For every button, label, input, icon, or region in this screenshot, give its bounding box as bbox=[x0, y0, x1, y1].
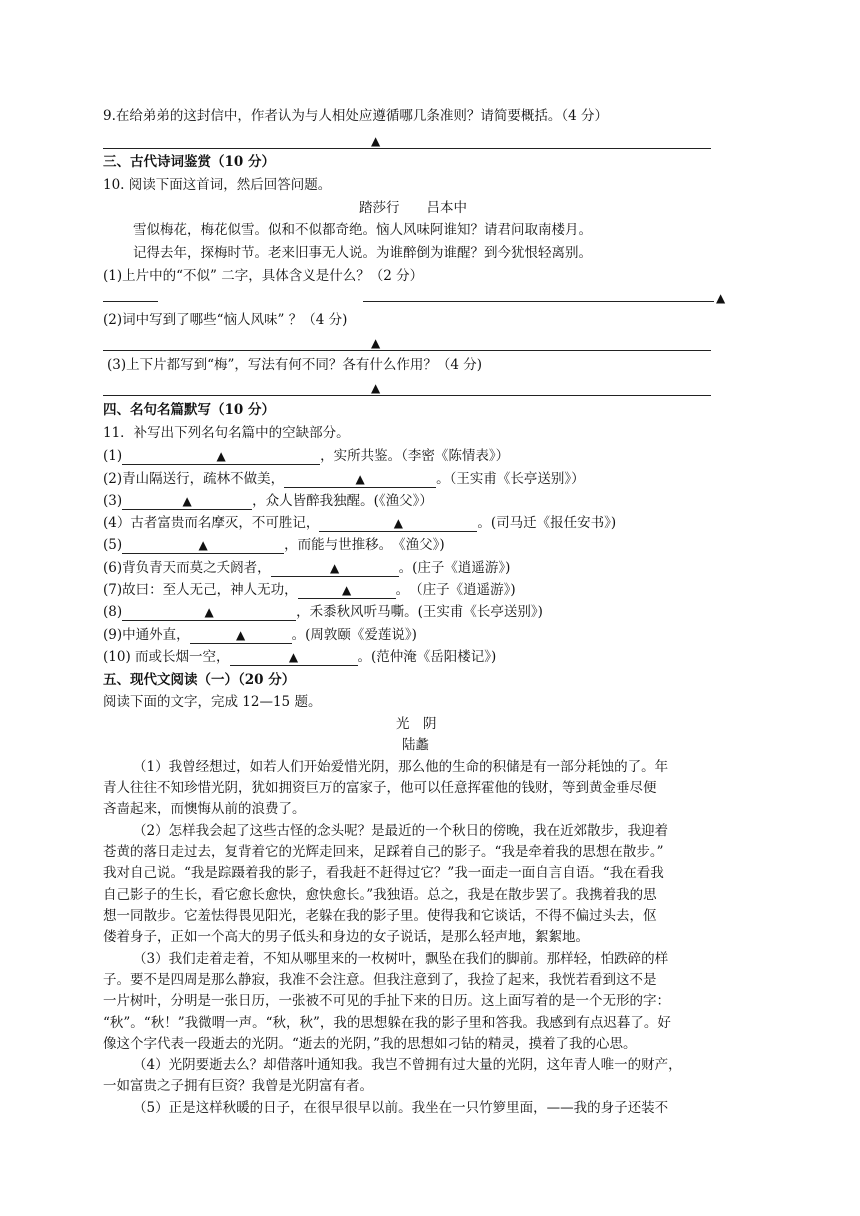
fill-item-6: (6)背负青天而莫之夭阏者， ▲ 。(庄子《逍遥游》) bbox=[103, 560, 511, 576]
answer-line bbox=[103, 301, 158, 302]
poem-line: 雪似梅花，梅花似雪。似和不似都奇绝。恼人风味阿谁知？请君问取南楼月。 bbox=[133, 222, 592, 238]
article-line: 一片树叶，分明是一张日历，一张被不可见的手扯下来的日历。这上面写着的是一个无形的字： bbox=[103, 993, 670, 1009]
article-line: “秋”。“秋！”我微喟一声。“秋，秋”，我的思想躲在我的影子里和答我。我感到有点迟暮了。好 bbox=[103, 1015, 671, 1031]
article-line: 自己影子的生长，看它愈长愈快，愈快愈长。”我独语。总之，我是在散步罢了。我携着我的思 bbox=[103, 887, 657, 903]
section-5-title: 五、现代文阅读（一）（20 分） bbox=[103, 672, 296, 688]
article-line: 一如富贵之子拥有巨资？我曾是光阴富有者。 bbox=[103, 1078, 373, 1094]
fill-blank[interactable]: ▲ bbox=[319, 516, 477, 532]
answer-mark: ▲ bbox=[371, 134, 381, 148]
article-line: 子。要不是四周是那么静寂，我准不会注意。但我注意到了，我捡了起来，我恍若看到这不是 bbox=[103, 972, 657, 988]
answer-mark: ▲ bbox=[371, 381, 381, 395]
answer-mark: ▲ bbox=[716, 291, 726, 305]
answer-mark: ▲ bbox=[371, 336, 381, 350]
question-9: 9.在给弟弟的这封信中，作者认为与人相处应遵循哪几条准则？请简要概括。（4 分） bbox=[103, 108, 609, 124]
section-4-title: 四、名句名篇默写（10 分） bbox=[103, 402, 275, 418]
article-line: 想一同散步。它羞怯得畏见阳光，老躲在我的影子里。使得我和它谈话，不得不偏过头去，伛 bbox=[103, 908, 657, 924]
article-line: （4）光阴要逝去么？却借落叶通知我。我岂不曾拥有过大量的光阴，这年青人唯一的财产， bbox=[133, 1057, 682, 1073]
fill-blank[interactable]: ▲ bbox=[284, 472, 436, 488]
section-5-intro: 阅读下面的文字，完成 12—15 题。 bbox=[103, 694, 322, 710]
fill-item-10: (10) 而或长烟一空， ▲ 。(范仲淹《岳阳楼记》) bbox=[103, 649, 497, 665]
article-line: 像这个字代表一段逝去的光阴。“逝去的光阴，”我的思想如刁钻的精灵，摸着了我的心思。 bbox=[103, 1036, 637, 1052]
poem-title: 踏莎行 吕本中 bbox=[359, 200, 467, 216]
question-10-1: (1)上片中的“不似” 二字，具体含义是什么？（2 分） bbox=[103, 268, 424, 284]
fill-item-1: (1) ▲ ，实所共鉴。（李密《陈情表》） bbox=[103, 448, 510, 464]
article-line: 苍黄的落日走过去，复背着它的光辉走回来，足踩着自己的影子。“我是牵着我的思想在散步。” bbox=[103, 844, 664, 860]
fill-item-8: (8) ▲ ，禾黍秋风听马嘶。(王实甫《长亭送别》) bbox=[103, 604, 543, 620]
article-title: 光 阴 bbox=[396, 716, 437, 732]
fill-blank[interactable]: ▲ bbox=[122, 494, 252, 510]
article-line: 青人往往不知珍惜光阴，犹如拥资巨万的富家子，他可以任意挥霍他的钱财，等到黄金垂尽便 bbox=[103, 780, 657, 796]
answer-line bbox=[103, 350, 711, 351]
question-11: 11．补写出下列名句名篇中的空缺部分。 bbox=[103, 425, 350, 441]
poem-line: 记得去年，探梅时节。老来旧事无人说。为谁醉倒为谁醒？到今犹恨轻离别。 bbox=[133, 245, 592, 261]
answer-line bbox=[103, 395, 711, 396]
article-line: （2）怎样我会起了这些古怪的念头呢？是最近的一个秋日的傍晚，我在近郊散步，我迎着 bbox=[133, 823, 669, 839]
fill-item-4: (4）古者富贵而名摩灭，不可胜记， ▲ 。(司马迁《报任安书》) bbox=[103, 515, 617, 531]
fill-blank[interactable]: ▲ bbox=[122, 605, 296, 621]
fill-blank[interactable]: ▲ bbox=[122, 449, 320, 465]
answer-line bbox=[363, 301, 714, 302]
fill-blank[interactable]: ▲ bbox=[122, 538, 284, 554]
fill-item-7: (7)故曰：至人无己，神人无功， ▲ 。 （庄子《逍遥游》) bbox=[103, 582, 516, 598]
fill-item-5: (5) ▲ ，而能与世推移。 《渔父》) bbox=[103, 537, 445, 553]
article-line: 吝啬起来，而懊悔从前的浪费了。 bbox=[103, 801, 306, 817]
fill-blank[interactable]: ▲ bbox=[298, 583, 396, 599]
article-line: 我对自己说。“我是踪蹑着我的影子，看我赶不赶得过它？”我一面走一面自言自语。“我在看我 bbox=[103, 865, 664, 881]
fill-blank[interactable]: ▲ bbox=[230, 650, 358, 666]
fill-item-9: (9)中通外直， ▲ 。(周敦颐《爱莲说》) bbox=[103, 627, 417, 643]
section-3-title: 三、古代诗词鉴赏（10 分） bbox=[103, 154, 275, 170]
fill-item-3: (3) ▲ ，众人皆醉我独醒。(《渔父》） bbox=[103, 493, 433, 509]
article-line: 偻着身子，正如一个高大的男子低头和身边的女子说话，是那么轻声地，絮絮地。 bbox=[103, 929, 589, 945]
question-10: 10. 阅读下面这首词，然后回答问题。 bbox=[103, 177, 332, 193]
question-10-2: (2)词中写到了哪些“恼人风味” ？（4 分) bbox=[103, 312, 348, 328]
article-line: （3）我们走着走着，不知从哪里来的一枚树叶，飘坠在我们的脚前。那样轻，怕跌碎的样 bbox=[133, 951, 669, 967]
answer-line bbox=[103, 148, 711, 149]
fill-blank[interactable]: ▲ bbox=[190, 628, 292, 644]
article-line: （5）正是这样秋暖的日子，在很早很早以前。我坐在一只竹箩里面，——我的身子还装不 bbox=[133, 1100, 669, 1116]
fill-item-2: (2)青山隔送行，疏林不做美， ▲ 。（王实甫《长亭送别》） bbox=[103, 471, 585, 487]
article-author: 陆蠡 bbox=[402, 737, 429, 753]
article-line: （1）我曾经想过，如若人们开始爱惜光阴，那么他的生命的积储是有一部分耗蚀的了。年 bbox=[133, 759, 669, 775]
fill-blank[interactable]: ▲ bbox=[271, 561, 399, 577]
question-10-3: (3)上下片都写到“梅”，写法有何不同？各有什么作用？（4 分) bbox=[107, 357, 483, 373]
